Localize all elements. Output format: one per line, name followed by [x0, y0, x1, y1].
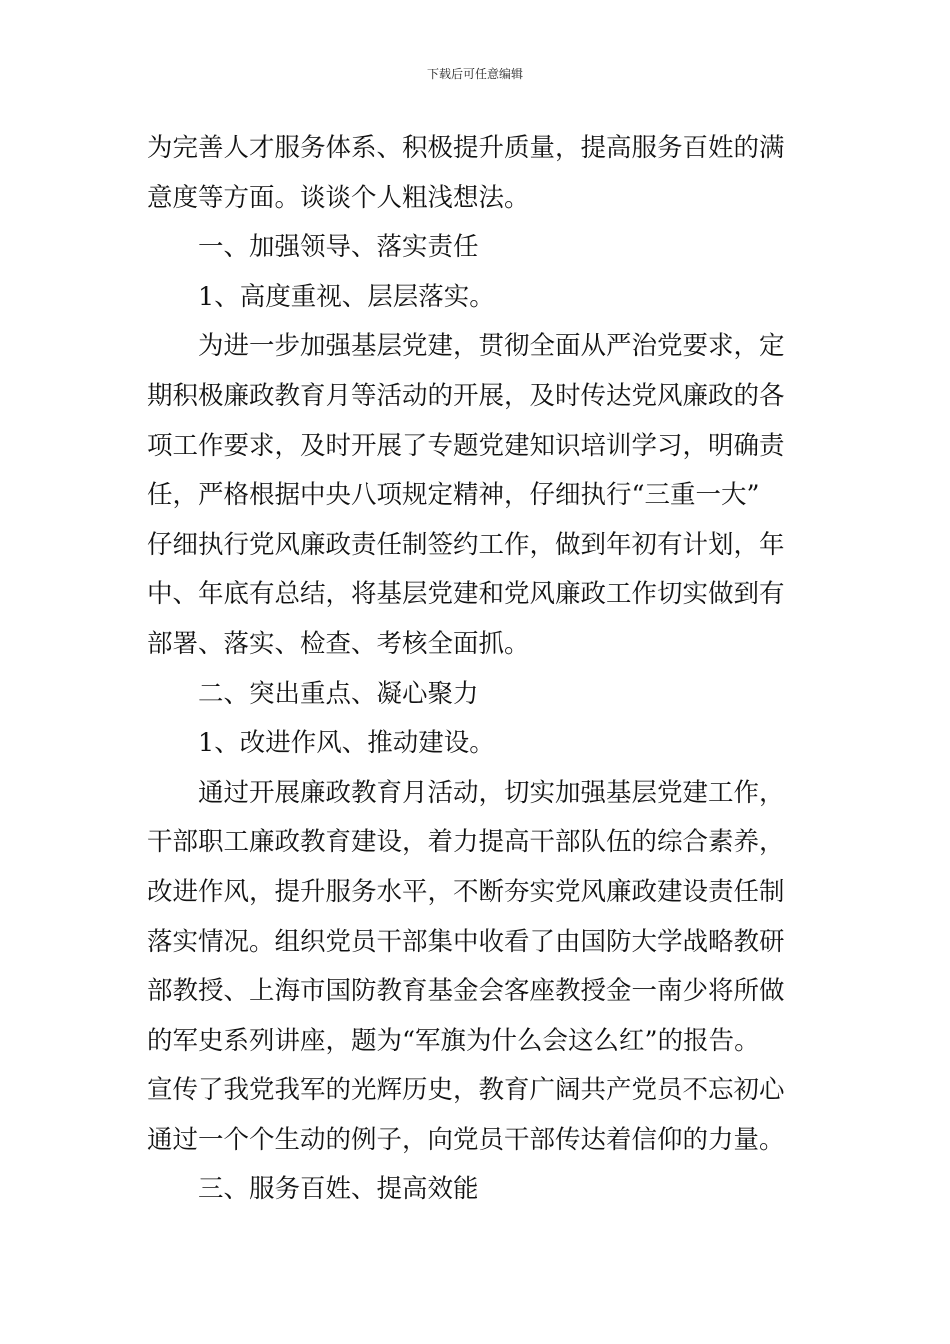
- text-line: 宣传了我党我军的光辉历史，教育广阔共产党员不忘初心: [147, 1075, 785, 1106]
- document-body: [147, 124, 812, 1215]
- text-line: 期积极廉政教育月等活动的开展，及时传达党风廉政的各: [147, 380, 785, 411]
- text-line: 为进一步加强基层党建，贯彻全面从严治党要求，定: [198, 331, 785, 362]
- section-heading: 三、服务百姓、提高效能: [198, 1174, 479, 1205]
- text-line: 部教授、上海市国防教育基金会客座教授金一南少将所做: [147, 976, 785, 1007]
- text-line: 改进作风，提升服务水平，不断夯实党风廉政建设责任制: [147, 876, 785, 907]
- text-line: 为完善人才服务体系、积极提升质量，提高服务百姓的满: [147, 133, 785, 163]
- text-line: 任，严格根据中央八项规定精神，仔细执行“三重一大”: [147, 480, 760, 511]
- text-line: 通过开展廉政教育月活动，切实加强基层党建工作，: [198, 777, 785, 808]
- text-line: 项工作要求，及时开展了专题党建知识培训学习，明确责: [147, 430, 785, 461]
- section-heading: 二、突出重点、凝心聚力: [198, 678, 479, 709]
- subsection-heading: 1、改进作风、推动建设。: [198, 728, 495, 759]
- text-line: 干部职工廉政教育建设，着力提高干部队伍的综合素养，: [147, 827, 785, 858]
- subsection-heading: 1、高度重视、层层落实。: [198, 281, 495, 312]
- page-header: 下载后可任意编辑: [426, 67, 523, 81]
- text-line: 意度等方面。谈谈个人粗浅想法。: [147, 182, 530, 213]
- text-line: 中、年底有总结，将基层党建和党风廉政工作切实做到有: [147, 579, 785, 610]
- text-line: 通过一个个生动的例子，向党员干部传达着信仰的力量。: [147, 1124, 785, 1155]
- section-heading: 一、加强领导、落实责任: [198, 232, 479, 263]
- text-line: 部署、落实、检查、考核全面抓。: [147, 628, 530, 659]
- text-line: 的军史系列讲座，题为“军旗为什么会这么红”的报告。: [147, 1025, 760, 1056]
- text-line: 落实情况。组织党员干部集中收看了由国防大学战略教研: [147, 926, 785, 957]
- text-line: 仔细执行党风廉政责任制签约工作，做到年初有计划，年: [147, 529, 785, 560]
